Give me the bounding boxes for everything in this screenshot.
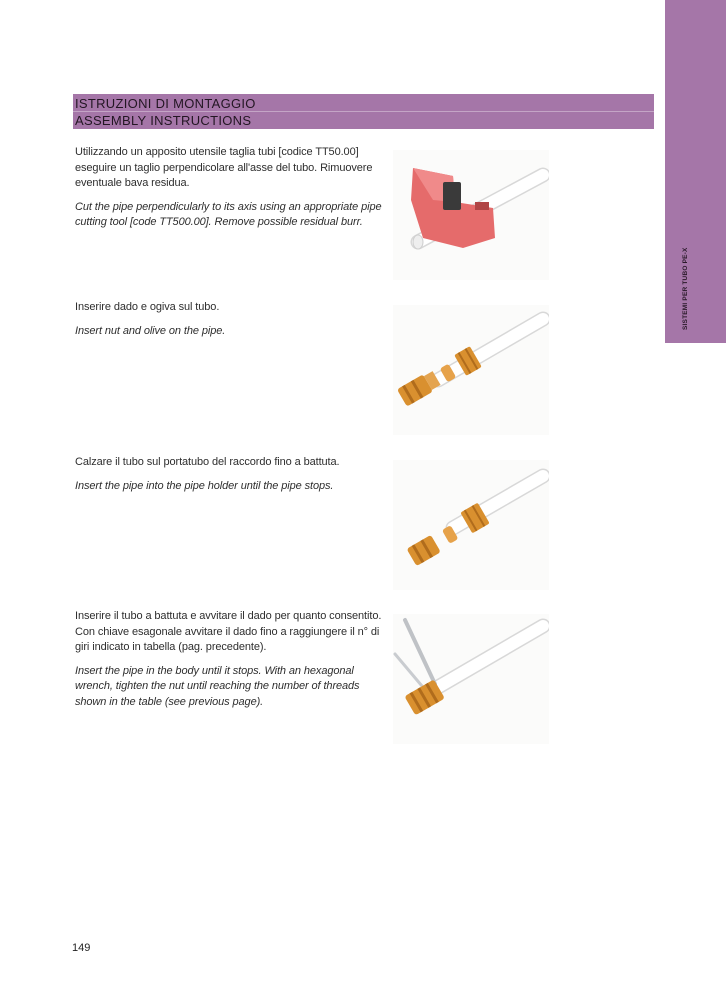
step-2-text-en: Insert nut and olive on the pipe. [75, 324, 226, 337]
step-4 [75, 609, 385, 710]
section-header [73, 94, 654, 129]
side-tab [665, 0, 726, 343]
step-1-text-en: Cut the pipe perpendicularly to its axis using an appropriate pipe cutting tool [code TT500.00]. Remove possible residual burr. [75, 200, 382, 228]
pipe-holder-illustration [393, 460, 549, 590]
step-4-text-it: Inserire il tubo a battuta e avvitare il dado per quanto consentito. Con chiave esagonale avvitare il dado fino a raggiungere il n° di giri indicato in tabella (pag. precedente). [75, 610, 382, 653]
header-title-en: ASSEMBLY INSTRUCTIONS [75, 113, 252, 128]
step-1 [75, 145, 385, 231]
header-title-it: ISTRUZIONI DI MONTAGGIO [75, 96, 256, 111]
step-2 [75, 300, 385, 339]
step-3 [75, 455, 385, 494]
wrench-tighten-illustration [393, 614, 549, 744]
page-number: 149 [72, 942, 91, 954]
step-3-text-en: Insert the pipe into the pipe holder until the pipe stops. [75, 479, 334, 492]
pipe-cutter-illustration [393, 150, 549, 280]
step-1-text-it: Utilizzando un apposito utensile taglia tubi [codice TT50.00] eseguire un taglio perpendicolare all'asse del tubo. Rimuovere eventuale bava residua. [75, 146, 373, 189]
nut-olive-illustration [393, 305, 549, 435]
side-tab-label: SISTEMI PER TUBO PE-X [682, 247, 689, 330]
step-3-text-it: Calzare il tubo sul portatubo del raccordo fino a battuta. [75, 456, 340, 468]
step-4-text-en: Insert the pipe in the body until it stops. With an hexagonal wrench, tighten the nut until reaching the number of threads shown in the table (see previous page). [75, 664, 360, 708]
step-2-text-it: Inserire dado e ogiva sul tubo. [75, 301, 220, 313]
